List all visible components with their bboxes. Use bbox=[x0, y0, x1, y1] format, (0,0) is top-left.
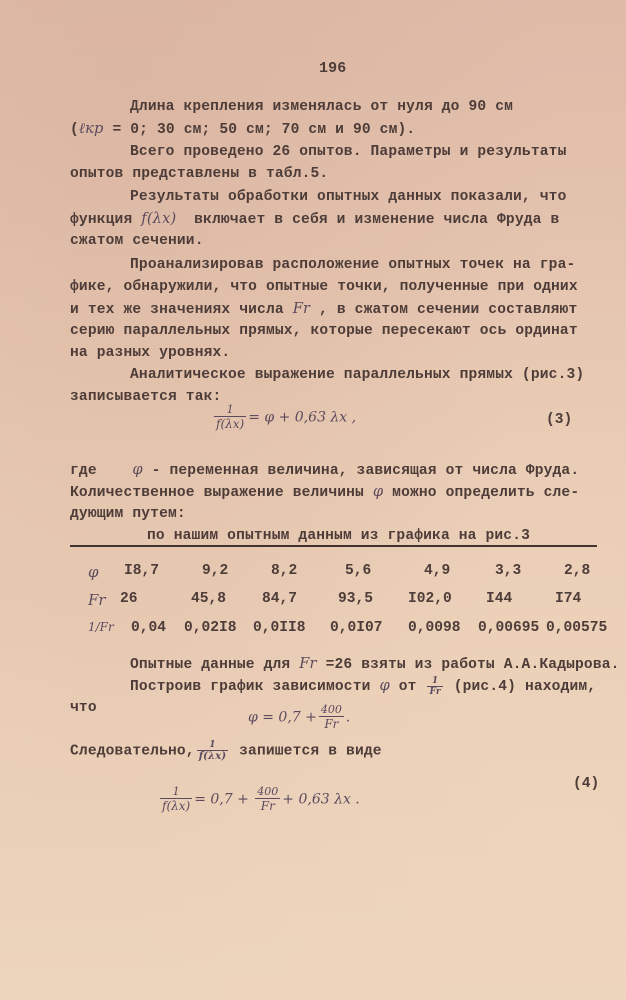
paragraph-line: серию параллельных прямых, которые пересекают ось ординат bbox=[70, 323, 578, 339]
paragraph-line bbox=[130, 677, 596, 697]
table-cell: 0,0I07 bbox=[330, 620, 383, 636]
fraction bbox=[319, 704, 344, 731]
paragraph-line bbox=[70, 210, 559, 229]
text: включает в себя и изменение числа Фруда в bbox=[194, 212, 560, 228]
equation-number: (3) bbox=[546, 412, 573, 428]
table-cell: 3,3 bbox=[495, 563, 522, 579]
denominator: Fr bbox=[255, 798, 280, 813]
paragraph-line: на разных уровнях. bbox=[70, 345, 231, 361]
numerator: 1 bbox=[226, 403, 234, 416]
numerator: 1 bbox=[172, 785, 180, 798]
phi-formula bbox=[248, 704, 350, 731]
text: , в сжатом сечении составляют bbox=[319, 302, 578, 318]
fraction bbox=[214, 404, 246, 431]
numerator: 400 bbox=[257, 785, 279, 798]
paragraph-line bbox=[130, 655, 620, 674]
denominator: Fr bbox=[429, 687, 441, 697]
paragraph-line bbox=[70, 483, 579, 502]
paragraph-line: сжатом сечении. bbox=[70, 233, 204, 249]
row-label: 1/Fr bbox=[88, 620, 114, 634]
page-number: 196 bbox=[319, 60, 347, 77]
paragraph-line: дующим путем: bbox=[70, 506, 186, 522]
denominator: f(λx) bbox=[198, 751, 227, 762]
fraction bbox=[160, 786, 192, 813]
paragraph-line: по нашим опытным данным из графика на рис.3 bbox=[147, 528, 531, 544]
table-cell: 9,2 bbox=[202, 563, 229, 579]
formula-tail: + 0,63 λx . bbox=[282, 791, 360, 808]
paragraph-line: фике, обнаружили, что опытные точки, полученные при одних bbox=[70, 279, 578, 295]
table-row bbox=[0, 620, 626, 640]
table-cell: I74 bbox=[555, 591, 582, 607]
denominator: f(λx) bbox=[162, 799, 191, 813]
paragraph-line bbox=[70, 300, 577, 319]
table-cell: 45,8 bbox=[191, 591, 227, 607]
paragraph-line: опытов представлены в табл.5. bbox=[70, 166, 329, 182]
text: Опытные данные для bbox=[130, 657, 291, 673]
equation-number: (4) bbox=[573, 776, 600, 792]
paragraph-line: Всего проведено 26 опытов. Параметры и результаты bbox=[130, 144, 567, 160]
phi-symbol: φ bbox=[379, 677, 390, 694]
equation-4 bbox=[158, 786, 360, 813]
table-cell: 8,2 bbox=[271, 563, 298, 579]
denominator: Fr bbox=[319, 716, 344, 731]
text: Построив график зависимости bbox=[130, 679, 371, 695]
row-label: φ bbox=[88, 563, 99, 581]
text: и тех же значениях числа bbox=[70, 302, 284, 318]
numerator: 1 bbox=[431, 676, 439, 686]
fraction bbox=[255, 786, 280, 813]
inverse-froude bbox=[425, 676, 444, 697]
paragraph-line bbox=[70, 741, 382, 762]
table-cell: 5,6 bbox=[345, 563, 372, 579]
table-cell: 0,0II8 bbox=[253, 620, 306, 636]
table-cell: I44 bbox=[486, 591, 513, 607]
formula-text: φ = 0,7 + bbox=[248, 709, 317, 726]
text: = 0; 30 см; 50 см; 70 см и 90 см). bbox=[112, 122, 416, 138]
table-cell: 84,7 bbox=[262, 591, 298, 607]
text: можно определить сле- bbox=[392, 485, 580, 501]
text: от bbox=[398, 679, 417, 695]
table-cell: 0,04 bbox=[131, 620, 167, 636]
row-label: Fr bbox=[88, 591, 106, 609]
table-cell: 0,00575 bbox=[546, 620, 608, 636]
text: Количественное выражение величины bbox=[70, 485, 364, 501]
formula-mid: = 0,7 + bbox=[194, 791, 249, 808]
numerator: 1 bbox=[209, 740, 216, 750]
table-cell: 0,00695 bbox=[478, 620, 540, 636]
table-cell: 2,8 bbox=[564, 563, 591, 579]
numerator: 400 bbox=[320, 703, 342, 716]
paragraph-line: Проанализировав расположение опытных точек на гра- bbox=[130, 257, 576, 273]
equation-rhs: = φ + 0,63 λx , bbox=[248, 409, 357, 426]
denominator: f(λx) bbox=[216, 417, 245, 431]
l-kr-symbol: ℓкр bbox=[78, 120, 104, 137]
froude-symbol: Fr bbox=[292, 300, 311, 317]
table-cell: 4,9 bbox=[424, 563, 451, 579]
f-lambda-symbol: f(λx) bbox=[141, 210, 177, 227]
paragraph-line bbox=[70, 461, 579, 480]
text: где bbox=[70, 463, 97, 479]
table-row bbox=[0, 591, 626, 611]
fraction bbox=[427, 677, 442, 697]
table-cell: I8,7 bbox=[124, 563, 160, 579]
table-row bbox=[0, 563, 626, 583]
paren: ( bbox=[70, 122, 79, 138]
phi-symbol: φ bbox=[132, 461, 143, 478]
text: - переменная величина, зависящая от числа Фруда. bbox=[151, 463, 580, 479]
phi-symbol: φ bbox=[372, 483, 384, 500]
text: =26 взяты из работы А.А.Кадырова. bbox=[325, 657, 620, 673]
formula-tail: . bbox=[345, 709, 351, 726]
table-cell: 0,0098 bbox=[408, 620, 461, 636]
paragraph-line: Длина крепления изменялась от нуля до 90 см bbox=[130, 99, 514, 115]
text: Следовательно, bbox=[70, 743, 195, 760]
text: (рис.4) находим, bbox=[453, 679, 597, 695]
table-top-rule bbox=[70, 545, 597, 547]
inline-ratio bbox=[195, 740, 231, 762]
froude-symbol: Fr bbox=[299, 655, 317, 672]
table-cell: 93,5 bbox=[338, 591, 374, 607]
paragraph-line: записывается так: bbox=[70, 389, 222, 405]
paragraph-line: что bbox=[70, 700, 97, 716]
equation-3 bbox=[212, 404, 356, 431]
paragraph-line: Результаты обработки опытных данных показали, что bbox=[130, 189, 567, 205]
text: запишется в виде bbox=[239, 743, 382, 760]
fraction bbox=[197, 741, 229, 762]
table-cell: I02,0 bbox=[408, 591, 452, 607]
table-cell: 26 bbox=[120, 591, 138, 607]
paragraph-line bbox=[70, 120, 415, 139]
paragraph-line: Аналитическое выражение параллельных прямых (рис.3) bbox=[130, 367, 585, 383]
table-cell: 0,02I8 bbox=[184, 620, 237, 636]
text: функция bbox=[70, 212, 133, 228]
